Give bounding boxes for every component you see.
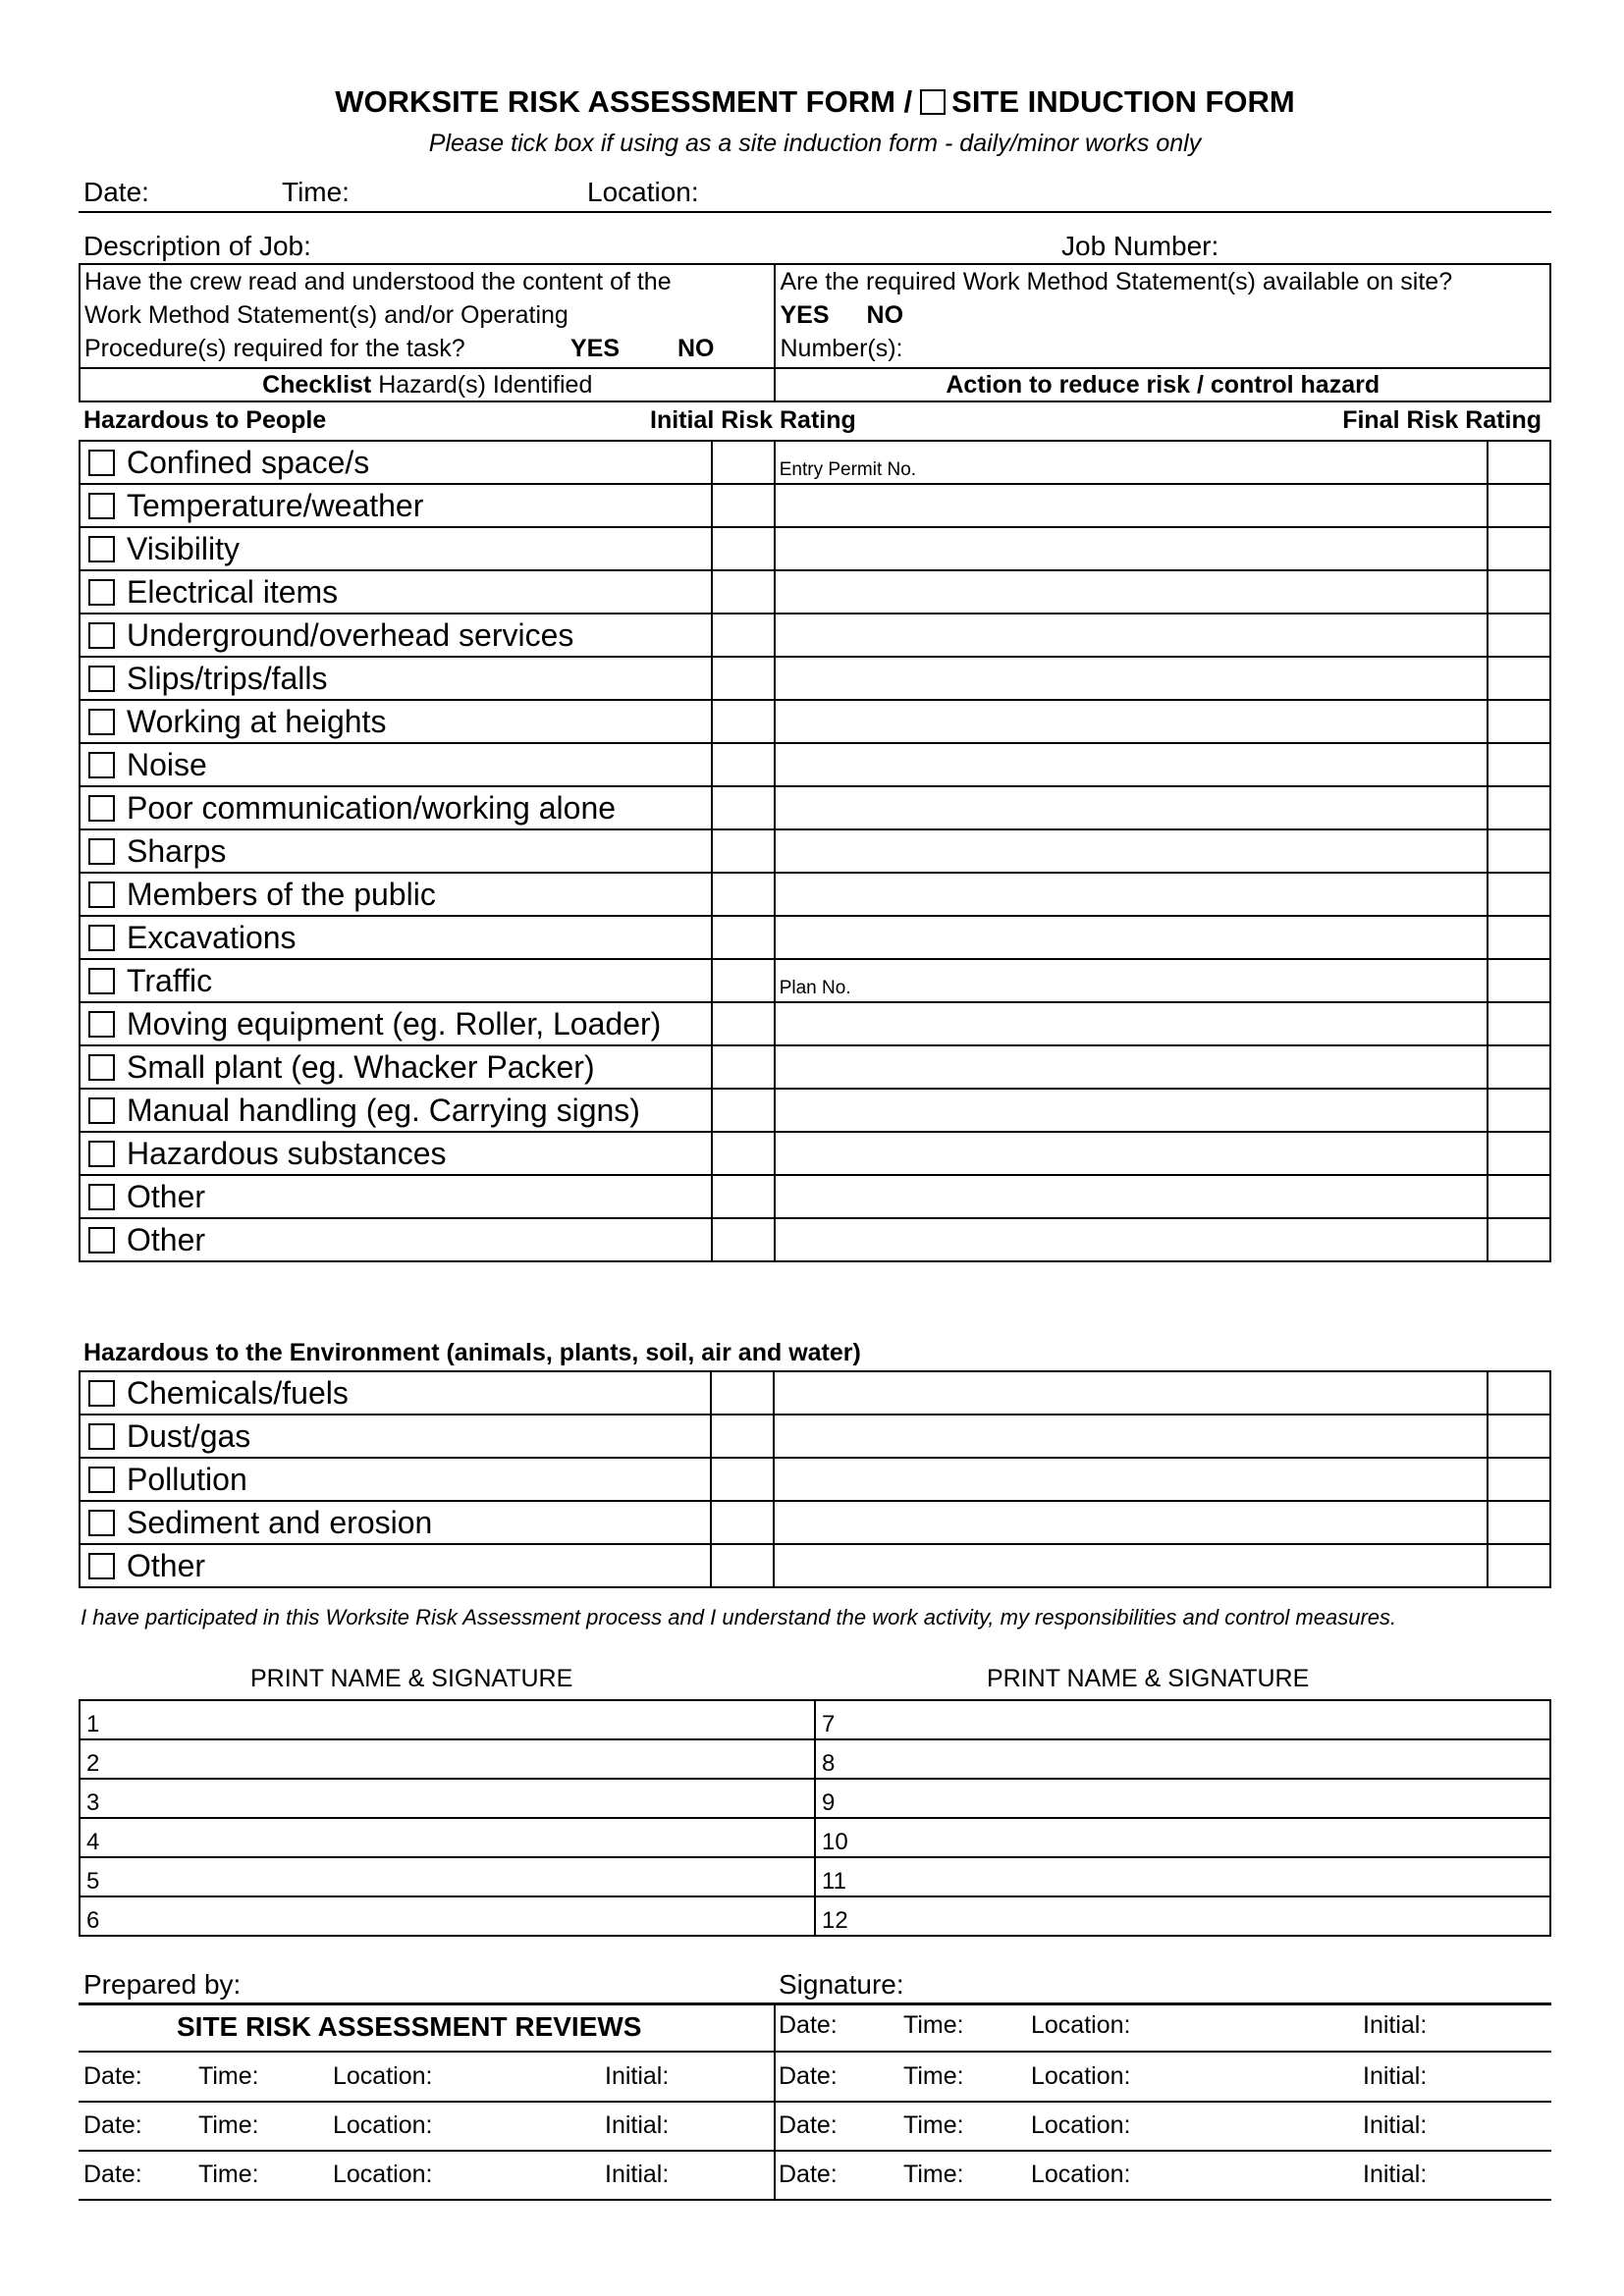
hazard-label-cell (80, 1045, 712, 1089)
hazard-label: Visibility (127, 530, 240, 566)
signature-row (80, 1779, 1550, 1818)
reviews-title: SITE RISK ASSESSMENT REVIEWS (177, 2011, 642, 2042)
action-cell[interactable] (775, 1002, 1488, 1045)
checklist-header-cell (80, 368, 775, 401)
final-risk-cell[interactable] (1488, 1218, 1550, 1261)
signature-row (80, 1818, 1550, 1857)
review-date-label: Date: (83, 2161, 142, 2188)
hazard-checkbox[interactable] (88, 1380, 115, 1407)
hazard-label-cell (80, 1501, 711, 1544)
signature-number: 11 (822, 1868, 846, 1895)
hazard-label-cell (80, 743, 712, 786)
wms-question-line1: Are the required Work Method Statement(s) available on site? (780, 268, 1453, 295)
review-initial-label: Initial: (605, 2161, 670, 2188)
hazard-label: Dust/gas (127, 1417, 251, 1454)
hazard-label: Slips/trips/falls (127, 660, 328, 696)
hazard-checkbox[interactable] (88, 622, 115, 649)
initial-risk-cell[interactable] (712, 570, 775, 614)
review-time-label: Time: (198, 2111, 259, 2139)
review-initial-label: Initial: (1363, 2111, 1428, 2139)
hazard-checkbox[interactable] (88, 838, 115, 865)
hazard-row (80, 1371, 1550, 1415)
review-location-label: Location: (1031, 2111, 1131, 2139)
final-risk-cell[interactable] (1488, 1089, 1550, 1132)
hazard-row (80, 657, 1550, 700)
hazard-row (80, 1045, 1550, 1089)
initial-risk-cell[interactable] (712, 829, 775, 873)
site-induction-checkbox[interactable] (920, 89, 946, 115)
final-risk-rating-header: Final Risk Rating (1342, 406, 1542, 434)
signature-cell[interactable] (80, 1857, 815, 1896)
final-risk-cell[interactable] (1488, 743, 1550, 786)
final-risk-cell[interactable] (1488, 441, 1550, 484)
hazard-label-cell (80, 1175, 712, 1218)
action-note: Entry Permit No. (779, 459, 917, 480)
hazard-row (80, 1544, 1550, 1587)
review-date-label: Date: (779, 2161, 838, 2188)
final-risk-cell[interactable] (1488, 570, 1550, 614)
action-cell[interactable] (775, 743, 1488, 786)
signature-number: 4 (86, 1829, 100, 1855)
signature-header-right: PRINT NAME & SIGNATURE (987, 1665, 1310, 1692)
final-risk-cell[interactable] (1488, 1132, 1550, 1175)
signature-row (80, 1857, 1550, 1896)
initial-risk-cell[interactable] (712, 743, 775, 786)
signature-cell[interactable] (80, 1779, 815, 1818)
hazard-label-cell (80, 1544, 711, 1587)
hazard-label: Members of the public (127, 876, 436, 912)
initial-risk-cell[interactable] (712, 916, 775, 959)
action-cell[interactable] (775, 786, 1488, 829)
action-cell[interactable] (774, 1415, 1488, 1458)
review-initial-label: Initial: (1363, 2062, 1428, 2090)
initial-risk-cell[interactable] (711, 1544, 774, 1587)
hazard-checkbox[interactable] (88, 968, 115, 994)
hazard-label: Sharps (127, 832, 227, 869)
final-risk-cell[interactable] (1488, 700, 1550, 743)
checklist-header-bold: Checklist (262, 371, 372, 399)
wms-yes-option[interactable]: YES (780, 301, 830, 329)
action-cell[interactable] (775, 1132, 1488, 1175)
hazard-label-cell (80, 484, 712, 527)
hazard-label: Sediment and erosion (127, 1504, 433, 1540)
action-cell[interactable] (775, 1045, 1488, 1089)
review-time-label: Time: (903, 2011, 964, 2039)
action-cell[interactable] (775, 959, 1488, 1002)
time-label: Time: (282, 177, 350, 207)
review-initial-label: Initial: (605, 2062, 670, 2090)
initial-risk-cell[interactable] (711, 1501, 774, 1544)
hazard-row (80, 484, 1550, 527)
wms-options-row (780, 298, 1545, 332)
date-label: Date: (83, 177, 149, 207)
action-cell[interactable] (775, 873, 1488, 916)
hazard-row (80, 1002, 1550, 1045)
hazard-checkbox[interactable] (88, 752, 115, 778)
signature-cell[interactable] (815, 1779, 1550, 1818)
signature-cell[interactable] (80, 1896, 815, 1936)
prepared-signature-label: Signature: (779, 1969, 904, 2000)
review-time-label: Time: (903, 2161, 964, 2188)
initial-risk-cell[interactable] (712, 1218, 775, 1261)
hazard-row (80, 1132, 1550, 1175)
review-date-label: Date: (779, 2111, 838, 2139)
hazard-label: Traffic (127, 962, 213, 998)
action-cell[interactable] (775, 700, 1488, 743)
environment-section-title: Hazardous to the Environment (animals, plants, soil, air and water) (83, 1339, 861, 1366)
prepared-by-label: Prepared by: (83, 1969, 242, 2000)
action-cell[interactable] (775, 484, 1488, 527)
hazard-label: Electrical items (127, 573, 339, 610)
hazard-label: Moving equipment (eg. Roller, Loader) (127, 1005, 662, 1041)
hazard-label: Confined space/s (127, 444, 370, 480)
hazard-label-cell (80, 700, 712, 743)
checklist-header-rest: Hazard(s) Identified (371, 371, 593, 399)
review-date-label: Date: (83, 2111, 142, 2139)
divider (79, 211, 1551, 213)
hazard-label: Noise (127, 746, 207, 782)
hazard-label-cell (80, 873, 712, 916)
hazard-checkbox[interactable] (88, 493, 115, 519)
crew-question-line3: Procedure(s) required for the task? (84, 335, 465, 362)
signature-cell[interactable] (815, 1857, 1550, 1896)
review-initial-label: Initial: (1363, 2011, 1428, 2039)
signature-row (80, 1896, 1550, 1936)
wms-question-cell (775, 264, 1550, 368)
hazard-label: Other (127, 1547, 206, 1583)
title-site-induction: SITE INDUCTION FORM (951, 84, 1295, 119)
hazard-label-cell (80, 614, 712, 657)
form-title (79, 84, 1551, 120)
review-location-label: Location: (333, 2062, 433, 2090)
hazard-label-cell (80, 786, 712, 829)
initial-risk-cell[interactable] (712, 1132, 775, 1175)
hazard-row (80, 743, 1550, 786)
hazard-checkbox[interactable] (88, 1423, 115, 1450)
review-initial-label: Initial: (1363, 2161, 1428, 2188)
action-cell[interactable] (775, 570, 1488, 614)
final-risk-cell[interactable] (1488, 1458, 1550, 1501)
action-cell[interactable] (775, 1089, 1488, 1132)
initial-risk-cell[interactable] (712, 786, 775, 829)
crew-question-cell (80, 264, 775, 368)
final-risk-cell[interactable] (1488, 786, 1550, 829)
initial-risk-cell[interactable] (712, 614, 775, 657)
hazard-checkbox[interactable] (88, 450, 115, 476)
hazard-row (80, 1415, 1550, 1458)
crew-question-line3-row (84, 332, 770, 365)
review-time-label: Time: (198, 2161, 259, 2188)
initial-risk-cell[interactable] (711, 1371, 774, 1415)
crew-wms-table (79, 263, 1551, 402)
hazard-label-cell (80, 916, 712, 959)
initial-risk-cell[interactable] (711, 1415, 774, 1458)
hazard-checkbox[interactable] (88, 925, 115, 951)
action-cell[interactable] (775, 441, 1488, 484)
hazard-label-cell (80, 527, 712, 570)
crew-yes-option[interactable]: YES (570, 335, 621, 362)
hazard-label-cell (80, 1458, 711, 1501)
people-section-title: Hazardous to People (83, 406, 327, 434)
review-date-label: Date: (779, 2011, 838, 2039)
review-time-label: Time: (903, 2062, 964, 2090)
reviews-row-divider (79, 2051, 1551, 2053)
hazard-row (80, 441, 1550, 484)
final-risk-cell[interactable] (1488, 1371, 1550, 1415)
hazard-label-cell (80, 1371, 711, 1415)
hazard-checkbox[interactable] (88, 1510, 115, 1536)
hazard-label: Other (127, 1221, 206, 1257)
hazard-label: Excavations (127, 919, 297, 955)
initial-risk-cell[interactable] (712, 1089, 775, 1132)
final-risk-cell[interactable] (1488, 657, 1550, 700)
reviews-row-divider (79, 2150, 1551, 2152)
hazard-checkbox[interactable] (88, 579, 115, 606)
hazard-label-cell (80, 570, 712, 614)
initial-risk-cell[interactable] (712, 1175, 775, 1218)
signature-number: 2 (86, 1750, 100, 1777)
hazard-label-cell (80, 1132, 712, 1175)
signature-cell[interactable] (815, 1818, 1550, 1857)
hazard-label: Working at heights (127, 703, 387, 739)
title-risk-assessment: WORKSITE RISK ASSESSMENT FORM / (335, 84, 913, 119)
review-location-label: Location: (1031, 2011, 1131, 2039)
job-number-label: Job Number: (1061, 231, 1219, 261)
action-cell[interactable] (775, 916, 1488, 959)
hazard-checkbox[interactable] (88, 881, 115, 908)
review-location-label: Location: (333, 2161, 433, 2188)
initial-risk-cell[interactable] (712, 1045, 775, 1089)
hazard-row (80, 527, 1550, 570)
action-cell[interactable] (775, 614, 1488, 657)
signature-number: 10 (822, 1829, 848, 1855)
environment-hazard-table (79, 1370, 1551, 1588)
signature-number: 7 (822, 1711, 836, 1737)
hazard-label-cell (80, 1002, 712, 1045)
wms-no-option[interactable]: NO (866, 301, 904, 329)
initial-risk-cell[interactable] (712, 484, 775, 527)
final-risk-cell[interactable] (1488, 829, 1550, 873)
signature-row (80, 1739, 1550, 1779)
form-subtitle: Please tick box if using as a site induction form - daily/minor works only (428, 130, 1202, 157)
hazard-checkbox[interactable] (88, 536, 115, 562)
action-cell[interactable] (774, 1501, 1488, 1544)
signature-number: 5 (86, 1868, 100, 1895)
initial-risk-cell[interactable] (712, 441, 775, 484)
initial-risk-rating-header: Initial Risk Rating (650, 406, 856, 434)
hazard-row (80, 614, 1550, 657)
signature-row (80, 1700, 1550, 1739)
reviews-row-divider (79, 2101, 1551, 2103)
signature-cell[interactable] (815, 1739, 1550, 1779)
review-initial-label: Initial: (605, 2111, 670, 2139)
hazard-row (80, 959, 1550, 1002)
action-cell[interactable] (774, 1544, 1488, 1587)
hazard-checkbox[interactable] (88, 1184, 115, 1210)
final-risk-cell[interactable] (1488, 1415, 1550, 1458)
signature-number: 1 (86, 1711, 100, 1737)
hazard-label-cell (80, 441, 712, 484)
action-cell[interactable] (775, 1175, 1488, 1218)
hazard-label-cell (80, 657, 712, 700)
hazard-row (80, 1089, 1550, 1132)
final-risk-cell[interactable] (1488, 959, 1550, 1002)
signature-cell[interactable] (815, 1896, 1550, 1936)
hazard-checkbox[interactable] (88, 1553, 115, 1579)
hazard-label-cell (80, 1218, 712, 1261)
final-risk-cell[interactable] (1488, 1045, 1550, 1089)
hazard-row (80, 786, 1550, 829)
hazard-label: Chemicals/fuels (127, 1374, 349, 1411)
description-label: Description of Job: (83, 231, 311, 261)
initial-risk-cell[interactable] (712, 959, 775, 1002)
final-risk-cell[interactable] (1488, 484, 1550, 527)
hazard-row (80, 1218, 1550, 1261)
initial-risk-cell[interactable] (712, 700, 775, 743)
signature-table (79, 1699, 1551, 1937)
signature-cell[interactable] (80, 1818, 815, 1857)
signature-number: 12 (822, 1907, 848, 1934)
signature-cell[interactable] (80, 1739, 815, 1779)
final-risk-cell[interactable] (1488, 1175, 1550, 1218)
review-time-label: Time: (903, 2111, 964, 2139)
hazard-label-cell (80, 1089, 712, 1132)
hazard-label: Poor communication/working alone (127, 789, 617, 826)
hazard-checkbox[interactable] (88, 666, 115, 692)
initial-risk-cell[interactable] (712, 657, 775, 700)
hazard-checkbox[interactable] (88, 1141, 115, 1167)
hazard-label: Temperature/weather (127, 487, 424, 523)
hazard-row (80, 1501, 1550, 1544)
hazard-checkbox[interactable] (88, 795, 115, 822)
hazard-label: Pollution (127, 1461, 247, 1497)
hazard-row (80, 873, 1550, 916)
action-cell[interactable] (775, 1218, 1488, 1261)
review-location-label: Location: (1031, 2161, 1131, 2188)
crew-question-line2: Work Method Statement(s) and/or Operating (84, 301, 568, 329)
final-risk-cell[interactable] (1488, 527, 1550, 570)
hazard-label: Hazardous substances (127, 1135, 447, 1171)
action-cell[interactable] (775, 657, 1488, 700)
hazard-row (80, 916, 1550, 959)
final-risk-cell[interactable] (1488, 614, 1550, 657)
hazard-label-cell (80, 829, 712, 873)
wms-numbers-label: Number(s): (780, 335, 903, 362)
review-location-label: Location: (1031, 2062, 1131, 2090)
initial-risk-cell[interactable] (711, 1458, 774, 1501)
action-cell[interactable] (774, 1458, 1488, 1501)
crew-question-line1: Have the crew read and understood the content of the (84, 268, 672, 295)
initial-risk-cell[interactable] (712, 527, 775, 570)
hazard-row (80, 1175, 1550, 1218)
hazard-checkbox[interactable] (88, 1097, 115, 1124)
reviews-top-border (79, 2002, 1551, 2005)
signature-cell[interactable] (80, 1700, 815, 1739)
hazard-label-cell (80, 959, 712, 1002)
initial-risk-cell[interactable] (712, 873, 775, 916)
action-cell[interactable] (775, 527, 1488, 570)
reviews-bottom-border (79, 2199, 1551, 2201)
hazard-label: Manual handling (eg. Carrying signs) (127, 1092, 640, 1128)
location-label: Location: (587, 177, 699, 207)
hazard-checkbox[interactable] (88, 1227, 115, 1254)
hazard-label: Other (127, 1178, 206, 1214)
final-risk-cell[interactable] (1488, 1544, 1550, 1587)
action-cell[interactable] (774, 1371, 1488, 1415)
crew-no-option[interactable]: NO (677, 335, 715, 362)
hazard-checkbox[interactable] (88, 1011, 115, 1038)
signature-header-left: PRINT NAME & SIGNATURE (250, 1665, 573, 1692)
signature-number: 3 (86, 1789, 100, 1816)
signature-number: 6 (86, 1907, 100, 1934)
hazard-row (80, 1458, 1550, 1501)
signature-number: 9 (822, 1789, 836, 1816)
hazard-checkbox[interactable] (88, 709, 115, 735)
final-risk-cell[interactable] (1488, 916, 1550, 959)
hazard-checkbox[interactable] (88, 1467, 115, 1493)
declaration-text: I have participated in this Worksite Risk Assessment process and I understand the work activity, my responsibilities and control measures. (81, 1605, 1397, 1629)
action-cell[interactable] (775, 829, 1488, 873)
people-hazard-table (79, 440, 1551, 1262)
review-location-label: Location: (333, 2111, 433, 2139)
hazard-label: Underground/overhead services (127, 616, 574, 653)
action-note: Plan No. (779, 978, 851, 998)
hazard-row (80, 700, 1550, 743)
review-date-label: Date: (83, 2062, 142, 2090)
hazard-label: Small plant (eg. Whacker Packer) (127, 1048, 595, 1085)
signature-number: 8 (822, 1750, 836, 1777)
review-time-label: Time: (198, 2062, 259, 2090)
final-risk-cell[interactable] (1488, 873, 1550, 916)
final-risk-cell[interactable] (1488, 1002, 1550, 1045)
final-risk-cell[interactable] (1488, 1501, 1550, 1544)
action-header-cell: Action to reduce risk / control hazard (775, 368, 1550, 401)
review-date-label: Date: (779, 2062, 838, 2090)
initial-risk-cell[interactable] (712, 1002, 775, 1045)
signature-cell[interactable] (815, 1700, 1550, 1739)
hazard-label-cell (80, 1415, 711, 1458)
hazard-row (80, 829, 1550, 873)
hazard-checkbox[interactable] (88, 1054, 115, 1081)
hazard-row (80, 570, 1550, 614)
